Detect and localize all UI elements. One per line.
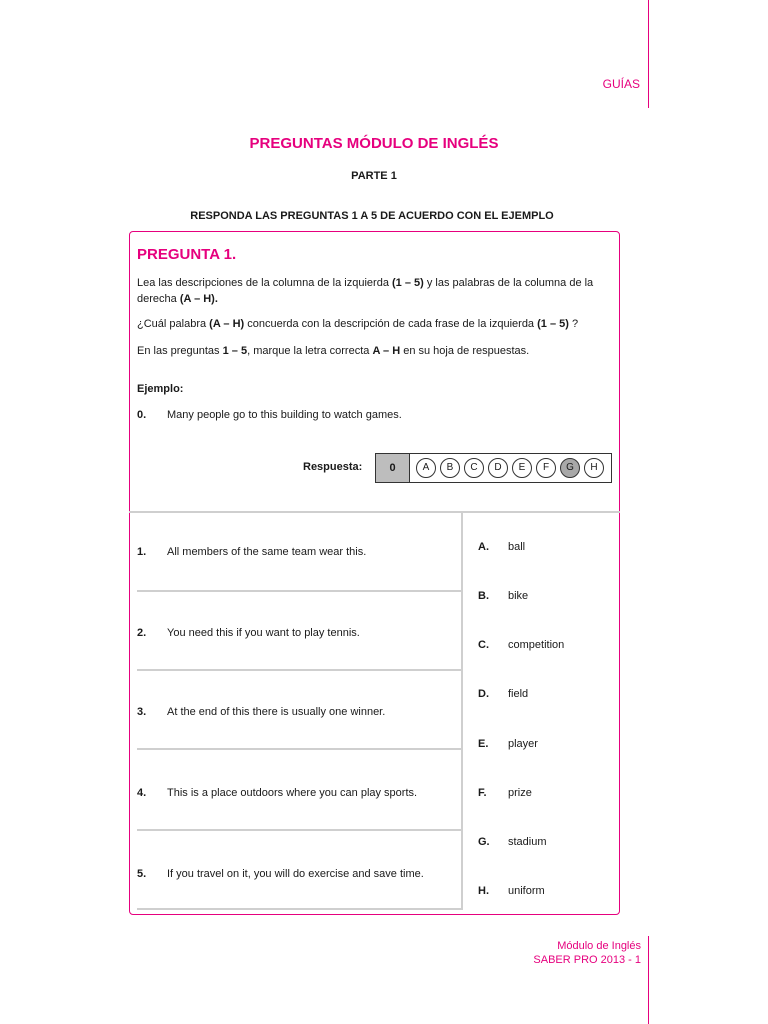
item-number: 3. bbox=[137, 706, 147, 718]
item-text: You need this if you want to play tennis. bbox=[167, 627, 360, 639]
row-divider bbox=[137, 748, 461, 750]
option-letter: F. bbox=[478, 787, 487, 799]
text-segment: , marque la letra correcta bbox=[247, 345, 373, 357]
option-word: stadium bbox=[508, 836, 547, 848]
answer-bubble[interactable]: D bbox=[488, 458, 508, 478]
bold-segment: (1 – 5) bbox=[537, 318, 569, 330]
option-letter: E. bbox=[478, 738, 489, 750]
text-segment: concuerda con la descripción de cada frase de la izquierda bbox=[244, 318, 538, 330]
bold-segment: (A – H). bbox=[179, 293, 218, 305]
item-number: 5. bbox=[137, 868, 147, 880]
question-title: PREGUNTA 1. bbox=[137, 246, 237, 263]
instruction-heading: RESPONDA LAS PREGUNTAS 1 A 5 DE ACUERDO CON EL EJEMPLO bbox=[190, 210, 554, 222]
item-text: All members of the same team wear this. bbox=[167, 546, 367, 558]
bold-segment: (A – H) bbox=[209, 318, 245, 330]
text-segment: En las preguntas bbox=[137, 345, 223, 357]
instructions-paragraph-2 bbox=[137, 316, 615, 332]
item-text: If you travel on it, you will do exercise and save time. bbox=[167, 868, 424, 880]
text-segment: Lea las descripciones de la columna de la izquierda bbox=[137, 277, 392, 289]
example-text: Many people go to this building to watch games. bbox=[167, 409, 402, 421]
text-segment: ? bbox=[568, 318, 579, 330]
footer-module: Módulo de Inglés bbox=[557, 940, 641, 952]
bold-segment: A – H bbox=[372, 345, 401, 357]
item-number: 1. bbox=[137, 546, 147, 558]
option-word: ball bbox=[508, 541, 526, 553]
instructions-paragraph-1 bbox=[137, 275, 615, 307]
answer-bubble[interactable]: C bbox=[464, 458, 484, 478]
option-word: prize bbox=[508, 787, 532, 799]
instructions-paragraph-3 bbox=[137, 343, 615, 359]
answer-number-cell: 0 bbox=[376, 454, 410, 482]
question-box bbox=[129, 231, 620, 915]
row-divider bbox=[137, 590, 461, 592]
page-title: PREGUNTAS MÓDULO DE INGLÉS bbox=[249, 135, 499, 152]
item-number: 4. bbox=[137, 787, 147, 799]
row-divider bbox=[137, 829, 461, 831]
grid-divider bbox=[129, 511, 620, 513]
item-text: At the end of this there is usually one winner. bbox=[167, 706, 386, 718]
answer-bubble[interactable]: E bbox=[512, 458, 532, 478]
option-word: field bbox=[508, 688, 529, 700]
answer-label: Respuesta: bbox=[303, 461, 363, 473]
answer-bubble[interactable]: G bbox=[560, 458, 580, 478]
text-segment: en su hoja de respuestas. bbox=[400, 345, 530, 357]
option-letter: D. bbox=[478, 688, 489, 700]
margin-rule-top bbox=[648, 0, 649, 108]
option-letter: G. bbox=[478, 836, 490, 848]
option-letter: B. bbox=[478, 590, 489, 602]
answer-bubble[interactable]: H bbox=[584, 458, 604, 478]
text-segment: y las palabras de la columna de la derecha bbox=[137, 277, 594, 305]
example-label: Ejemplo: bbox=[137, 383, 184, 395]
margin-rule-bottom bbox=[648, 936, 649, 1024]
option-letter: C. bbox=[478, 639, 489, 651]
option-word: competition bbox=[508, 639, 565, 651]
answer-bubble[interactable]: B bbox=[440, 458, 460, 478]
bold-segment: 1 – 5 bbox=[222, 345, 248, 357]
answer-bubble[interactable]: A bbox=[416, 458, 436, 478]
option-letter: A. bbox=[478, 541, 489, 553]
answer-bubble[interactable]: F bbox=[536, 458, 556, 478]
part-label: PARTE 1 bbox=[351, 170, 397, 182]
option-word: uniform bbox=[508, 885, 545, 897]
example-number: 0. bbox=[137, 409, 147, 421]
option-word: bike bbox=[508, 590, 529, 602]
option-letter: H. bbox=[478, 885, 489, 897]
answer-row bbox=[375, 453, 612, 483]
text-segment: ¿Cuál palabra bbox=[137, 318, 210, 330]
footer-exam: SABER PRO 2013 - 1 bbox=[533, 954, 641, 966]
row-divider bbox=[137, 908, 461, 910]
bold-segment: (1 – 5) bbox=[392, 277, 424, 289]
item-number: 2. bbox=[137, 627, 147, 639]
column-divider bbox=[461, 512, 463, 910]
section-header: GUÍAS bbox=[602, 77, 640, 91]
option-word: player bbox=[508, 738, 538, 750]
item-text: This is a place outdoors where you can play sports. bbox=[167, 787, 418, 799]
row-divider bbox=[137, 669, 461, 671]
